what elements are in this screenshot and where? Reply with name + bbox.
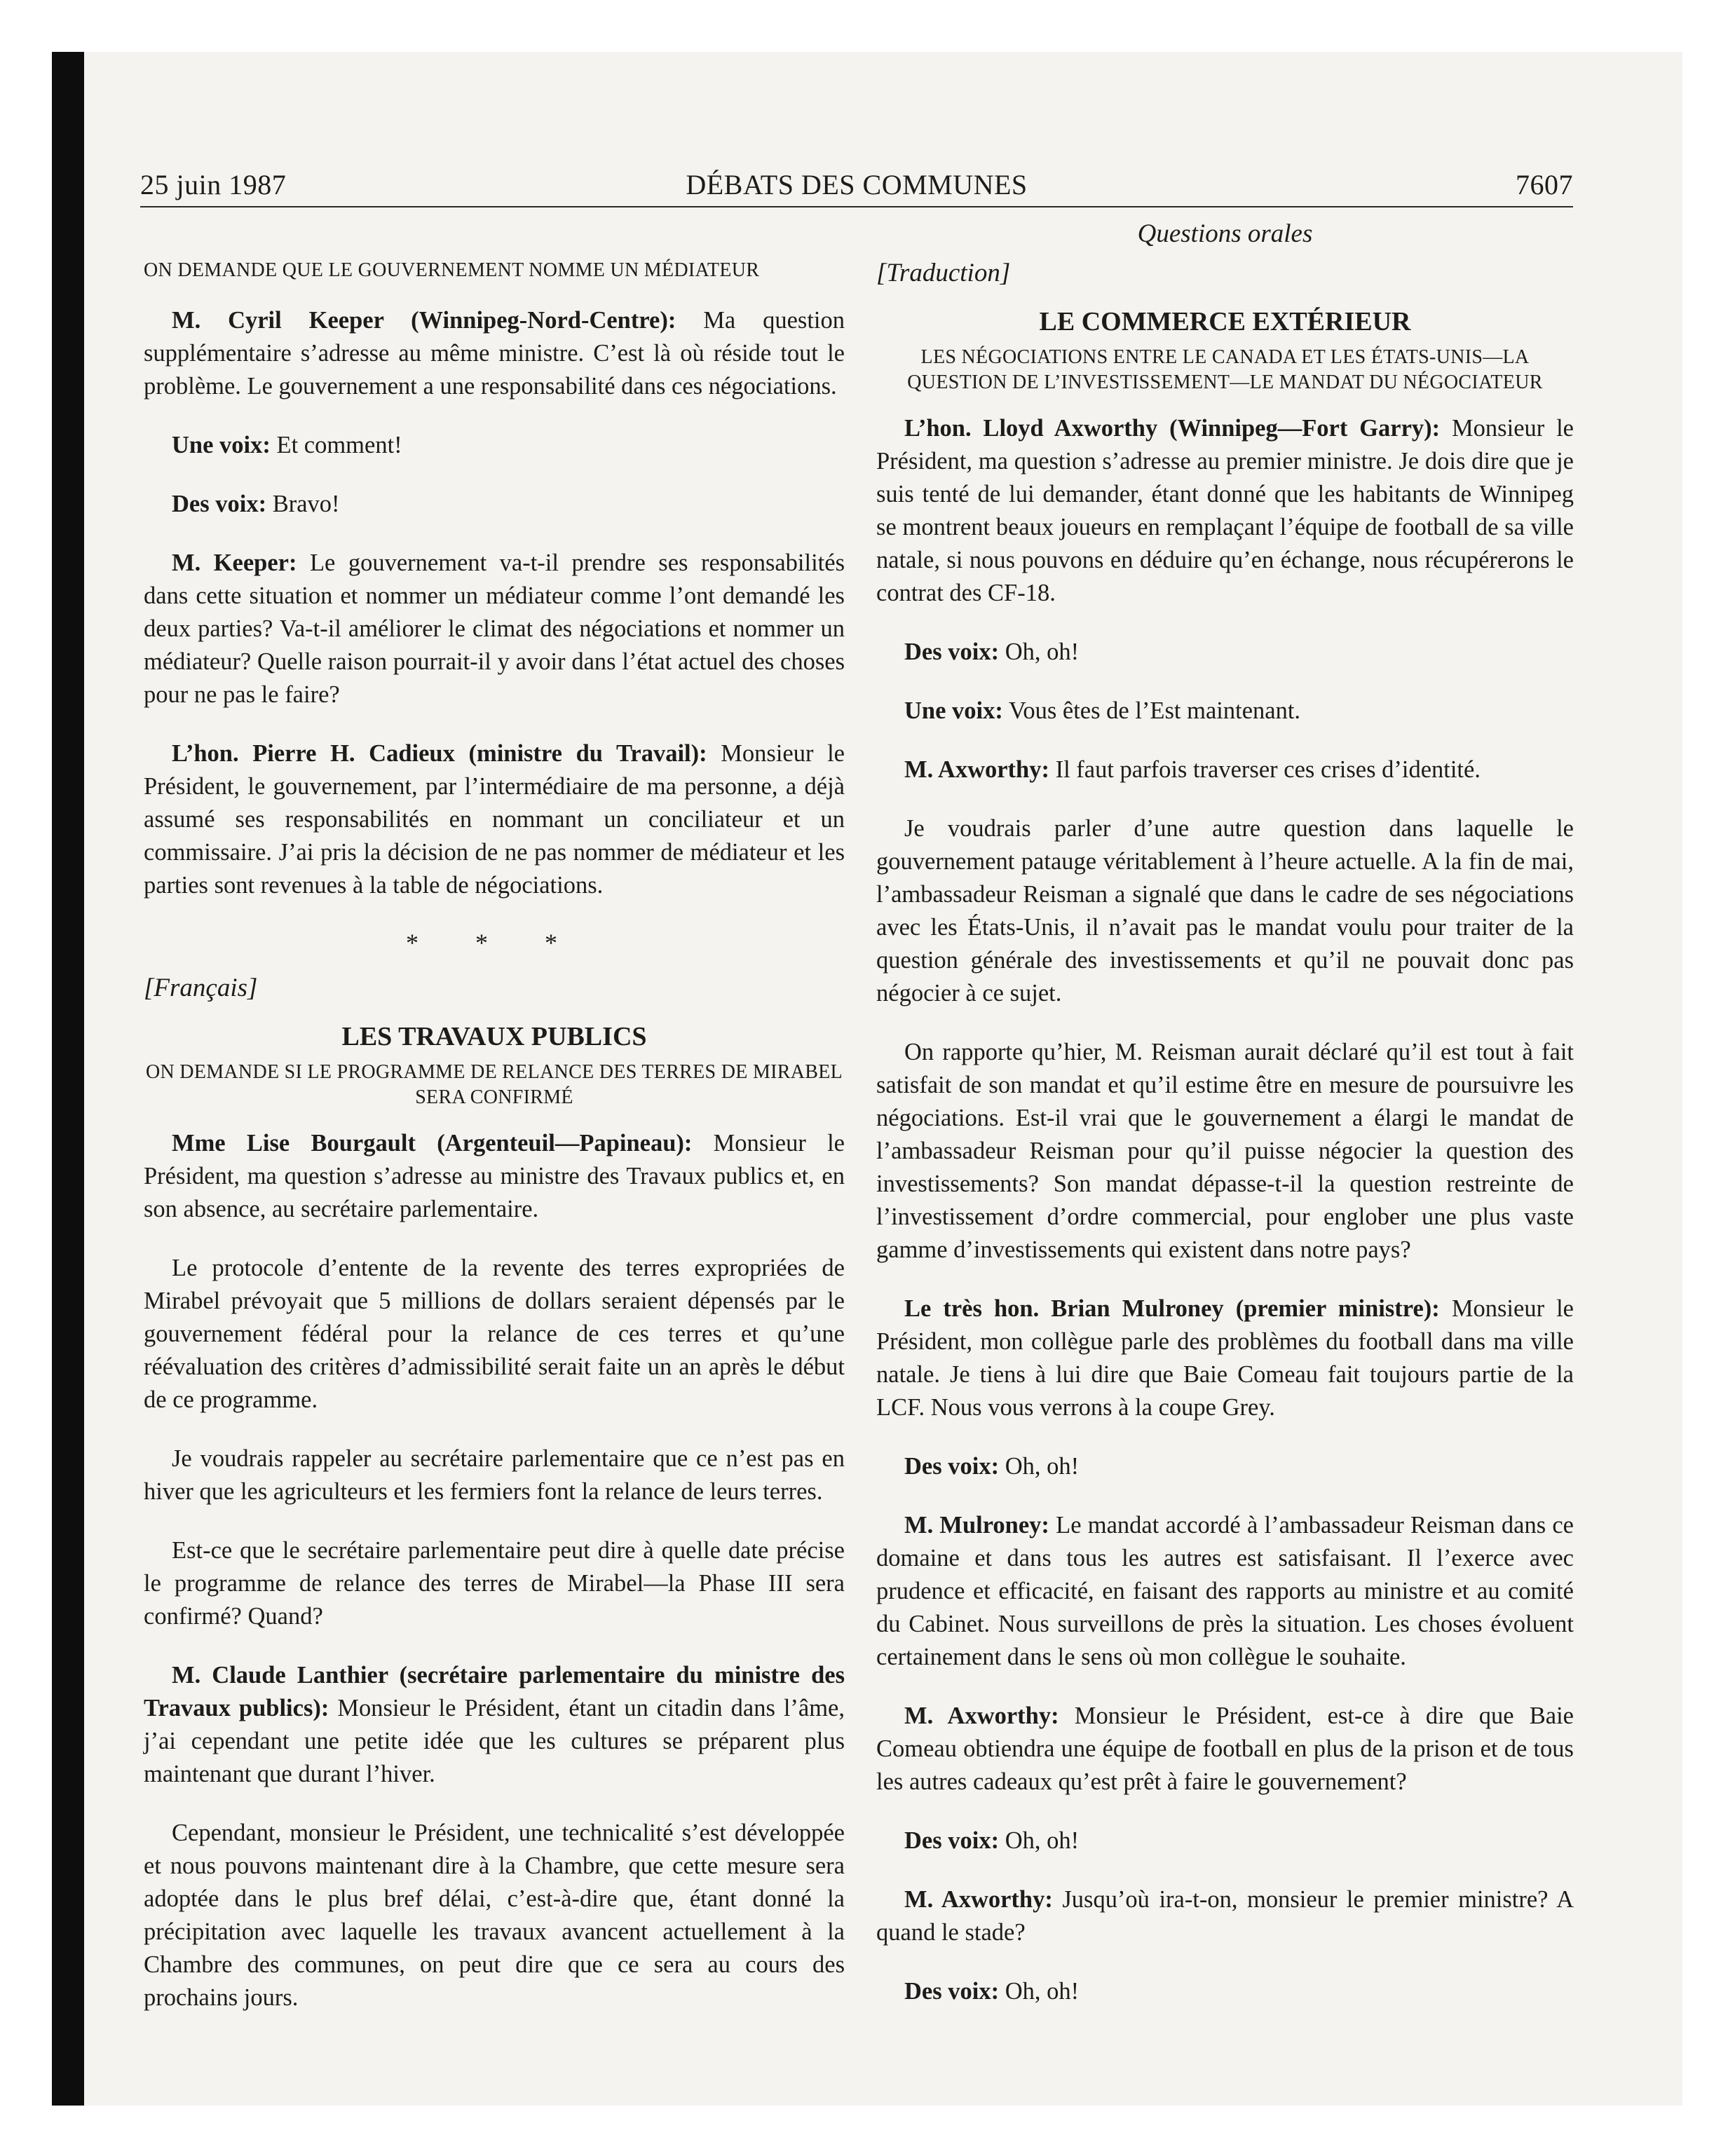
header-date: 25 juin 1987: [140, 169, 287, 200]
paragraph: [876, 1883, 1574, 1949]
speaker-name: Mme Lise Bourgault (Argenteuil—Papineau):: [172, 1130, 693, 1157]
speech-text: Bravo!: [266, 491, 340, 517]
speaker-name: M. Axworthy:: [904, 1703, 1059, 1729]
speech-text: Oh, oh!: [999, 639, 1080, 665]
speaker-name: L’hon. Lloyd Axworthy (Winnipeg—Fort Garry):: [904, 415, 1441, 442]
language-marker: [Français]: [144, 974, 258, 1002]
section-heading: LES TRAVAUX PUBLICS: [341, 1022, 647, 1051]
header-page-number: 7607: [1516, 169, 1573, 200]
speaker-name: M. Mulroney:: [904, 1512, 1049, 1538]
subheading-mirabel: ON DEMANDE SI LE PROGRAMME DE RELANCE DES TERRES DE MIRABEL SERA CONFIRMÉ: [145, 1061, 843, 1108]
speaker-name: Une voix:: [172, 432, 271, 458]
section-label: Questions orales: [1137, 219, 1313, 248]
speaker-name: Le très hon. Brian Mulroney (premier ministre):: [904, 1295, 1440, 1322]
speaker-name: M. Keeper:: [172, 550, 297, 576]
paragraph: [144, 547, 845, 711]
speech-text: Monsieur le Président, est-ce à dire que Baie Comeau obtiendra une équipe de football en plus de la prison et de tous les autres cadeaux qu’est prêt à faire le gouvernement?: [876, 1703, 1574, 1795]
paragraph: [876, 1824, 1574, 1857]
subheading-mediateur: ON DEMANDE QUE LE GOUVERNEMENT NOMME UN MÉDIATEUR: [144, 259, 760, 281]
paragraph: Est-ce que le secrétaire parlementaire peut dire à quelle date précise le programme de relance des terres de Mirabel—la Phase III sera confirmé? Quand?: [144, 1537, 845, 1630]
paragraph: [876, 1509, 1574, 1674]
speech-text: Monsieur le Président, ma question s’adresse au ministre des Travaux publics et, en son absence, au secrétaire parlementaire.: [144, 1130, 845, 1222]
speech-text: Oh, oh!: [999, 1827, 1080, 1854]
paragraph: Je voudrais parler d’une autre question dans laquelle le gouvernement patauge véritablement à l’heure actuelle. A la fin de mai, l’ambassadeur Reisman a signalé que dans le cadre de ses négociations avec les États-Unis, il n’avait pas le mandat voulu pour traiter de la question générale des investissements et qu’il ne pouvait donc pas négocier à ce sujet.: [876, 815, 1574, 1007]
paragraph: Le protocole d’entente de la revente des terres expropriées de Mirabel prévoyait que 5 millions de dollars seraient dépensés par le gouvernement fédéral pour la relance de ces terres et qu’une réévaluation des critères d’admissibilité serait faite un an après le début de ce programme.: [144, 1255, 845, 1413]
paragraph: Cependant, monsieur le Président, une technicalité s’est développée et nous pouvons maintenant dire à la Chambre, que cette mesure sera adoptée dans le plus bref délai, c’est-à-dire que, étant donné la précipitation avec laquelle les travaux avancent actuellement à la Chambre des communes, on peut dire que ce sera au cours des prochains jours.: [144, 1820, 845, 2011]
speaker-name: Des voix:: [172, 491, 267, 517]
right-column: [876, 210, 1574, 2034]
left-column: [144, 210, 845, 2040]
speech-text: Oh, oh!: [999, 1978, 1080, 2005]
speech-text: Jusqu’où ira-t-on, monsieur le premier ministre? A quand le stade?: [876, 1886, 1574, 1946]
speaker-name: Des voix:: [904, 1453, 1000, 1480]
paragraph: [144, 1659, 845, 1791]
paragraph: [876, 1975, 1574, 2008]
speech-text: Il faut parfois traverser ces crises d’identité.: [1049, 756, 1481, 783]
speaker-name: Des voix:: [904, 1978, 1000, 2005]
paragraph: [876, 1700, 1574, 1799]
paragraph: [876, 695, 1574, 728]
paragraph: [876, 1450, 1574, 1483]
paragraph: On rapporte qu’hier, M. Reisman aurait déclaré qu’il est tout à fait satisfait de son mandat et qu’il estime être en mesure de poursuivre les négociations. Est-il vrai que le gouvernement a élargi le mandat de l’ambassadeur Reisman pour qu’il puisse négocier la question des investissements? Son mandat dépasse-t-il la question restreinte de l’investissement d’ordre commercial, pour englober une plus vaste gamme d’investissements qui existent dans notre pays?: [876, 1039, 1574, 1263]
speech-text: Vous êtes de l’Est maintenant.: [1002, 697, 1301, 724]
language-marker: [Traduction]: [876, 259, 1011, 287]
paragraph: Je voudrais rappeler au secrétaire parlementaire que ce n’est pas en hiver que les agriculteurs et les fermiers font la relance de leurs terres.: [144, 1445, 845, 1505]
paragraph: [876, 753, 1574, 786]
speaker-name: Une voix:: [904, 697, 1003, 724]
speech-text: Et comment!: [270, 432, 402, 458]
paragraph: [144, 1127, 845, 1226]
paragraph: [144, 737, 845, 902]
speech-text: Le mandat accordé à l’ambassadeur Reisman dans ce domaine et dans tous les autres est satisfaisant. Il l’exerce avec prudence et efficacité, en faisant des rapports au ministre et au comité du Cabinet. Nous surveillons de près la situation. Les choses évoluent certainement dans le sens où mon collègue le souhaite.: [876, 1512, 1574, 1670]
header-title: DÉBATS DES COMMUNES: [686, 169, 1028, 200]
speech-text: Monsieur le Président, ma question s’adresse au premier ministre. Je dois dire que je suis tenté de lui demander, étant donné que les habitants de Winnipeg se montrent beaux joueurs en remplaçant l’équipe de football de sa ville natale, si nous pouvons en déduire qu’en échange, nous récupérerons le contrat des CF-18.: [876, 415, 1574, 606]
paragraph: [144, 304, 845, 403]
speech-text: Le gouvernement va-t-il prendre ses responsabilités dans cette situation et nommer un médiateur comme l’ont demandé les deux parties? Va-t-il améliorer le climat des négociations et nommer un médiateur? Quelle raison pourrait-il y avoir dans l’état actuel des choses pour ne pas le faire?: [144, 550, 845, 708]
speaker-name: Des voix:: [904, 1827, 1000, 1854]
page-header: [140, 165, 1573, 207]
speech-text: Oh, oh!: [999, 1453, 1080, 1480]
speech-text: Monsieur le Président, étant un citadin dans l’âme, j’ai cependant une petite idée que les cultures se préparent plus maintenant que durant l’hiver.: [144, 1695, 845, 1787]
speaker-name: M. Axworthy:: [904, 756, 1049, 783]
speaker-name: Des voix:: [904, 639, 1000, 665]
paragraph: [144, 429, 845, 462]
subheading-negociations: LES NÉGOCIATIONS ENTRE LE CANADA ET LES ÉTATS-UNIS—LA QUESTION DE L’INVESTISSEMENT—LE MANDAT DU NÉGOCIATEUR: [907, 346, 1543, 393]
speaker-name: L’hon. Pierre H. Cadieux (ministre du Travail):: [172, 740, 707, 767]
paragraph: [876, 412, 1574, 610]
paragraph: [876, 636, 1574, 669]
speaker-name: M. Claude Lanthier (secrétaire parlementaire du ministre des Travaux publics):: [144, 1662, 845, 1721]
paragraph: [876, 1292, 1574, 1424]
section-separator: * * *: [406, 929, 583, 957]
section-heading: LE COMMERCE EXTÉRIEUR: [1039, 307, 1411, 336]
paragraph: [144, 488, 845, 521]
speech-text: Monsieur le Président, mon collègue parle des problèmes du football dans ma ville natale. Je tiens à lui dire que Baie Comeau fait toujours partie de la LCF. Nous vous verrons à la coupe Grey.: [876, 1295, 1574, 1421]
binding-edge: [52, 52, 84, 2106]
speaker-name: M. Cyril Keeper (Winnipeg-Nord-Centre):: [172, 307, 676, 334]
speech-text: Ma question supplémentaire s’adresse au même ministre. C’est là où réside tout le problème. Le gouvernement a une responsabilité dans ces négociations.: [144, 307, 845, 400]
speaker-name: M. Axworthy:: [904, 1886, 1053, 1913]
speech-text: Monsieur le Président, le gouvernement, par l’intermédiaire de ma personne, a déjà assumé ses responsabilités en nommant un conciliateur et un commissaire. J’ai pris la décision de ne pas nommer de médiateur et les parties sont revenues à la table de négociations.: [144, 740, 845, 899]
